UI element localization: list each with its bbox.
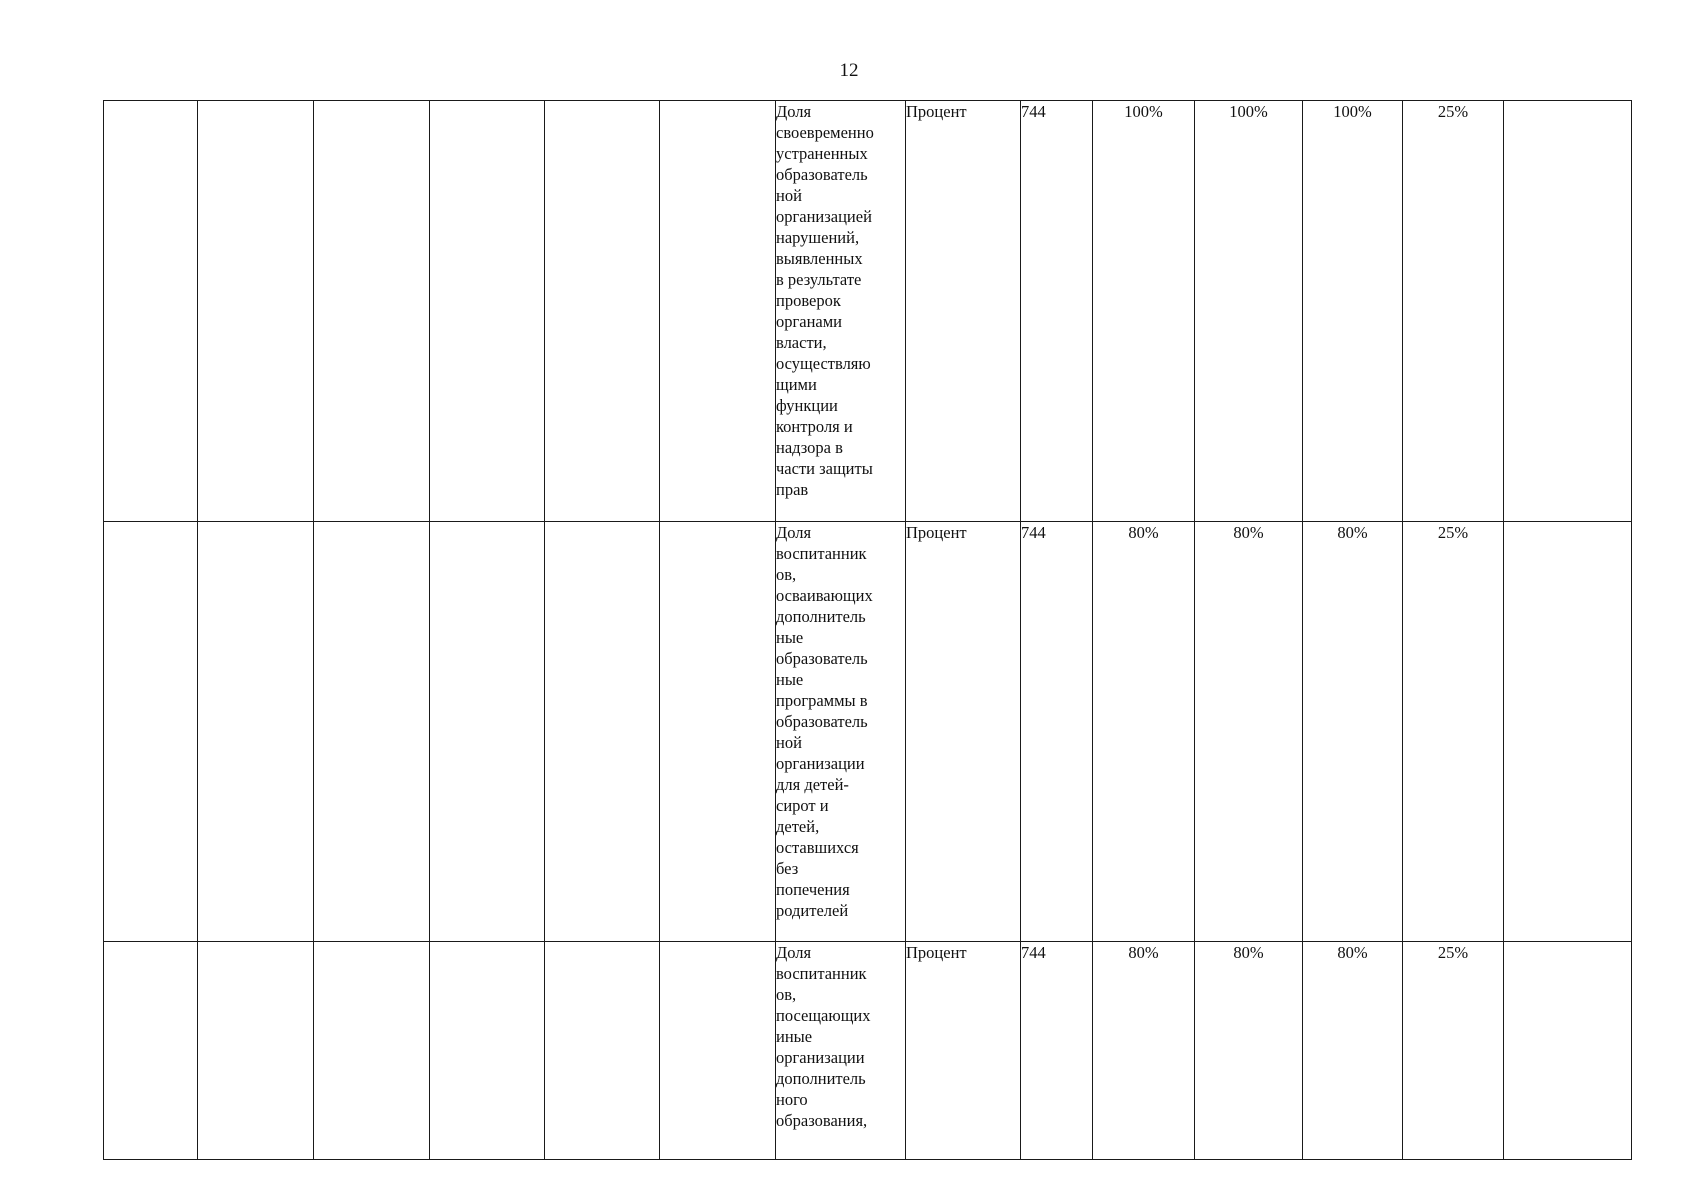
empty-cell xyxy=(314,522,430,942)
deviation-cell: 25% xyxy=(1403,522,1504,942)
deviation-cell: 25% xyxy=(1403,942,1504,1160)
table-row xyxy=(104,101,1632,522)
table-row xyxy=(104,942,1632,1160)
empty-cell xyxy=(314,101,430,522)
empty-cell xyxy=(660,522,776,942)
empty-cell xyxy=(430,942,545,1160)
value-cell: 80% xyxy=(1093,942,1195,1160)
empty-cell xyxy=(1504,942,1632,1160)
unit-cell: Процент xyxy=(906,942,1021,1160)
indicator-name-cell xyxy=(776,942,906,1160)
value-cell: 80% xyxy=(1195,942,1303,1160)
empty-cell xyxy=(545,942,660,1160)
value-cell: 80% xyxy=(1093,522,1195,942)
indicator-name-cell xyxy=(776,101,906,522)
empty-cell xyxy=(545,522,660,942)
empty-cell xyxy=(198,522,314,942)
okei-code-cell: 744 xyxy=(1021,522,1093,942)
empty-cell xyxy=(660,942,776,1160)
unit-cell: Процент xyxy=(906,522,1021,942)
empty-cell xyxy=(545,101,660,522)
page-number: 12 xyxy=(839,60,859,81)
empty-cell xyxy=(104,101,198,522)
okei-code-cell: 744 xyxy=(1021,101,1093,522)
empty-cell xyxy=(1504,101,1632,522)
indicators-table xyxy=(103,100,1632,1160)
empty-cell xyxy=(660,101,776,522)
unit-cell: Процент xyxy=(906,101,1021,522)
value-cell: 80% xyxy=(1303,522,1403,942)
indicator-name: Доля своевременно устраненных образователь ной организацией нарушений, выявленных в результате проверок органами власти, осуществляю щими функции контроля и надзора в части защиты прав xyxy=(776,102,874,499)
value-cell: 100% xyxy=(1093,101,1195,522)
empty-cell xyxy=(104,522,198,942)
indicator-name-cell xyxy=(776,522,906,942)
value-cell: 80% xyxy=(1303,942,1403,1160)
empty-cell xyxy=(104,942,198,1160)
value-cell: 100% xyxy=(1303,101,1403,522)
deviation-cell: 25% xyxy=(1403,101,1504,522)
indicator-name: Доля воспитанник ов, посещающих иные организации дополнитель ного образования, xyxy=(776,943,871,1130)
indicator-name: Доля воспитанник ов, осваивающих дополнитель ные образователь ные программы в образователь ной организации для детей- сирот и детей, оставшихся без попечения родителей xyxy=(776,523,873,920)
empty-cell xyxy=(198,101,314,522)
value-cell: 80% xyxy=(1195,522,1303,942)
empty-cell xyxy=(314,942,430,1160)
empty-cell xyxy=(430,101,545,522)
value-cell: 100% xyxy=(1195,101,1303,522)
empty-cell xyxy=(198,942,314,1160)
empty-cell xyxy=(430,522,545,942)
empty-cell xyxy=(1504,522,1632,942)
okei-code-cell: 744 xyxy=(1021,942,1093,1160)
table-row xyxy=(104,522,1632,942)
